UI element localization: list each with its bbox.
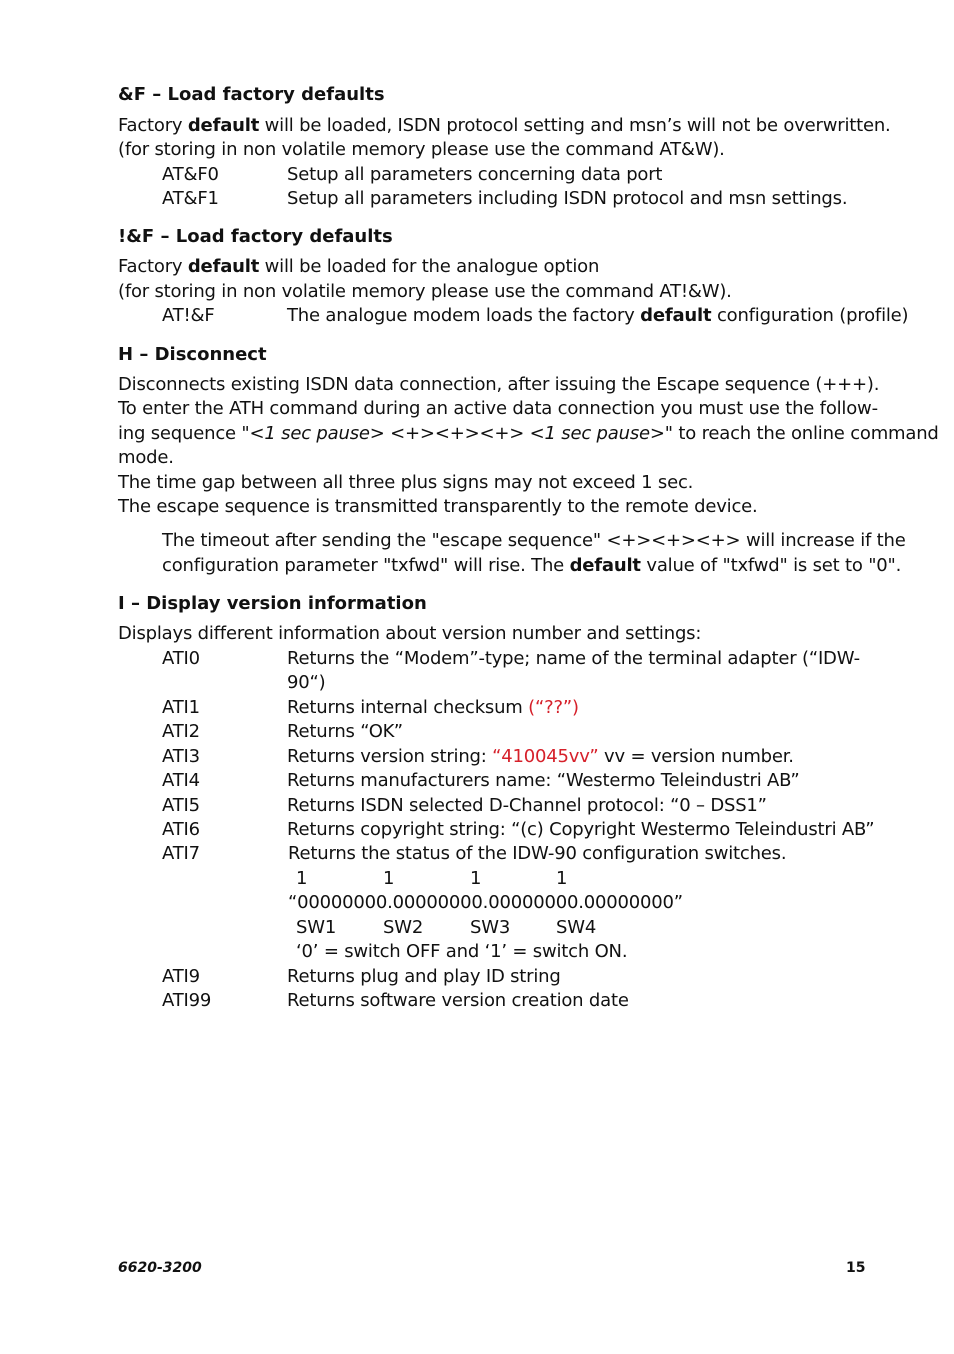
- switch-bit-string: “00000000.00000000.00000000.00000000”: [288, 892, 683, 913]
- command-description: Setup all parameters including ISDN protocol and msn settings.: [287, 188, 848, 209]
- text: ing sequence "<: [118, 423, 265, 444]
- command-name: ATI9: [162, 966, 200, 987]
- command-description: [287, 304, 908, 328]
- text: vv = version number.: [598, 746, 794, 767]
- highlighted-value: (“??”): [528, 697, 579, 718]
- page-number: 15: [846, 1260, 866, 1276]
- command-name: ATI3: [162, 746, 200, 767]
- command-name: ATI7: [162, 843, 200, 864]
- note-text: [162, 554, 901, 578]
- switch-bit-label: 1: [296, 868, 308, 889]
- text: Factory: [118, 115, 188, 136]
- paragraph: mode.: [118, 447, 174, 468]
- italic-text: 1 sec pause: [544, 423, 650, 444]
- text: Returns internal checksum: [287, 697, 529, 718]
- switch-name: SW2: [383, 917, 424, 938]
- command-name: AT&F1: [162, 188, 219, 209]
- command-description: Returns the “Modem”-type; name of the terminal adapter (“IDW-: [287, 648, 860, 669]
- command-name: ATI6: [162, 819, 200, 840]
- command-name: ATI1: [162, 697, 200, 718]
- bold-text: default: [187, 256, 260, 277]
- highlighted-value: “410045vv”: [492, 746, 599, 767]
- switch-name: SW4: [556, 917, 597, 938]
- switch-name: SW3: [470, 917, 511, 938]
- note-text: The timeout after sending the "escape sequence" <+><+><+> will increase if the: [162, 530, 906, 551]
- command-name: AT!&F: [162, 305, 215, 326]
- switch-bit-label: 1: [470, 868, 482, 889]
- command-description: Returns “OK”: [287, 721, 403, 742]
- document-number: 6620-3200: [118, 1260, 202, 1276]
- text: will be loaded for the analogue option: [259, 256, 600, 277]
- text: will be loaded, ISDN protocol setting and msn’s will not be overwritten.: [259, 115, 891, 136]
- switch-name: SW1: [296, 917, 337, 938]
- command-description: Returns plug and play ID string: [287, 966, 561, 987]
- switch-bit-label: 1: [556, 868, 568, 889]
- paragraph: The time gap between all three plus signs may not exceed 1 sec.: [118, 472, 694, 493]
- paragraph: Disconnects existing ISDN data connection, after issuing the Escape sequence (+++).: [118, 374, 880, 395]
- command-description: Returns software version creation date: [287, 990, 629, 1011]
- text: configuration (profile): [711, 305, 909, 326]
- command-description: [287, 696, 579, 720]
- command-description: Returns manufacturers name: “Westermo Teleindustri AB”: [287, 770, 800, 791]
- command-description: [287, 745, 794, 769]
- command-name: AT&F0: [162, 164, 219, 185]
- paragraph: The escape sequence is transmitted transparently to the remote device.: [118, 496, 758, 517]
- paragraph: [118, 114, 891, 138]
- text: configuration parameter "txfwd" will rise. The: [162, 555, 570, 576]
- section-heading-h: H – Disconnect: [118, 344, 267, 365]
- command-description: Returns copyright string: “(c) Copyright Westermo Teleindustri AB”: [287, 819, 875, 840]
- paragraph: [118, 422, 939, 446]
- section-heading-i: I – Display version information: [118, 593, 427, 614]
- command-description: Setup all parameters concerning data port: [287, 164, 663, 185]
- command-description: Returns ISDN selected D-Channel protocol: “0 – DSS1”: [287, 795, 767, 816]
- command-name: ATI5: [162, 795, 200, 816]
- paragraph: Displays different information about version number and settings:: [118, 623, 702, 644]
- command-name: ATI0: [162, 648, 200, 669]
- section-heading-bang-f: !&F – Load factory defaults: [118, 226, 393, 247]
- text: value of "txfwd" is set to "0".: [640, 555, 902, 576]
- text: Factory: [118, 256, 188, 277]
- command-name: ATI2: [162, 721, 200, 742]
- section-heading-f: &F – Load factory defaults: [118, 84, 385, 105]
- text: The analogue modem loads the factory: [287, 305, 641, 326]
- text: Returns version string:: [287, 746, 493, 767]
- text: > <+><+><+> <: [369, 423, 545, 444]
- switch-bit-label: 1: [383, 868, 395, 889]
- switch-legend: ‘0’ = switch OFF and ‘1’ = switch ON.: [296, 941, 628, 962]
- bold-text: default: [640, 305, 712, 326]
- paragraph: [118, 255, 599, 279]
- text: >" to reach the online command: [649, 423, 939, 444]
- command-description: Returns the status of the IDW-90 configuration switches.: [288, 843, 787, 864]
- paragraph: To enter the ATH command during an active data connection you must use the follow-: [118, 398, 878, 419]
- bold-text: default: [187, 115, 260, 136]
- command-description: 90“): [287, 672, 326, 693]
- command-name: ATI4: [162, 770, 200, 791]
- paragraph: (for storing in non volatile memory please use the command AT!&W).: [118, 281, 732, 302]
- command-name: ATI99: [162, 990, 212, 1011]
- bold-text: default: [569, 555, 641, 576]
- italic-text: 1 sec pause: [264, 423, 370, 444]
- paragraph: (for storing in non volatile memory please use the command AT&W).: [118, 139, 725, 160]
